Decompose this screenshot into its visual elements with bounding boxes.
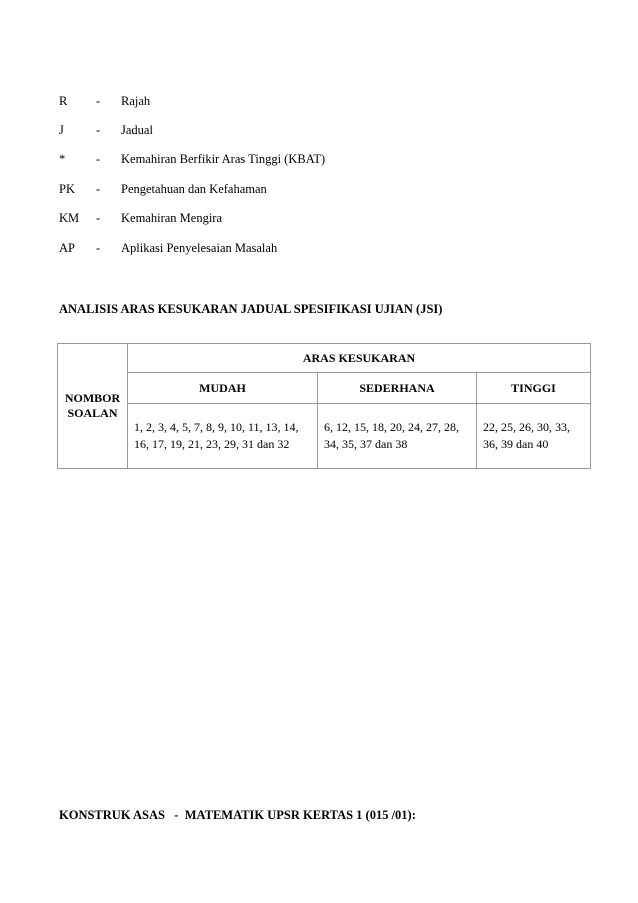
legend-dash: - bbox=[96, 182, 101, 196]
legend-abbr: * bbox=[59, 152, 66, 166]
legend-dash: - bbox=[96, 123, 101, 137]
row-header-cell bbox=[58, 344, 128, 469]
legend-abbr: J bbox=[59, 123, 64, 137]
legend-dash: - bbox=[96, 152, 101, 166]
legend-desc: Kemahiran Berfikir Aras Tinggi (KBAT) bbox=[121, 152, 326, 166]
legend-desc: Rajah bbox=[121, 94, 151, 108]
column-header-tinggi: TINGGI bbox=[477, 373, 591, 404]
legend-row-kbat bbox=[0, 151, 638, 167]
row-header-line1: NOMBOR bbox=[64, 391, 121, 405]
legend-row-km bbox=[0, 210, 638, 226]
difficulty-table bbox=[57, 343, 591, 469]
questions-mudah: 1, 2, 3, 4, 5, 7, 8, 9, 10, 11, 13, 14, 16, 17, 19, 21, 23, 29, 31 dan 32 bbox=[128, 404, 318, 469]
legend-dash: - bbox=[96, 241, 101, 255]
legend-dash: - bbox=[96, 94, 101, 108]
legend-abbr: PK bbox=[59, 182, 75, 196]
legend-row-pk bbox=[0, 181, 638, 197]
legend-desc: Kemahiran Mengira bbox=[121, 211, 223, 225]
column-header-sederhana: SEDERHANA bbox=[318, 373, 477, 404]
legend-abbr: KM bbox=[59, 211, 80, 225]
section-heading: ANALISIS ARAS KESUKARAN JADUAL SPESIFIKASI UJIAN (JSI) bbox=[59, 302, 443, 316]
footer-heading: KONSTRUK ASAS - MATEMATIK UPSR KERTAS 1 (015 /01): bbox=[59, 808, 416, 822]
legend-desc: Pengetahuan dan Kefahaman bbox=[121, 182, 267, 196]
legend-row-r bbox=[0, 93, 638, 109]
legend-row-ap bbox=[0, 240, 638, 256]
legend-abbr: R bbox=[59, 94, 68, 108]
questions-tinggi: 22, 25, 26, 30, 33, 36, 39 dan 40 bbox=[477, 404, 591, 469]
row-header-line2: SOALAN bbox=[67, 406, 118, 420]
legend-dash: - bbox=[96, 211, 101, 225]
legend-abbr: AP bbox=[59, 241, 75, 255]
column-header-mudah: MUDAH bbox=[128, 373, 318, 404]
group-header: ARAS KESUKARAN bbox=[128, 344, 591, 373]
questions-sederhana: 6, 12, 15, 18, 20, 24, 27, 28, 34, 35, 37 dan 38 bbox=[318, 404, 477, 469]
legend-desc: Aplikasi Penyelesaian Masalah bbox=[121, 241, 278, 255]
legend-row-j bbox=[0, 122, 638, 138]
legend-desc: Jadual bbox=[121, 123, 153, 137]
